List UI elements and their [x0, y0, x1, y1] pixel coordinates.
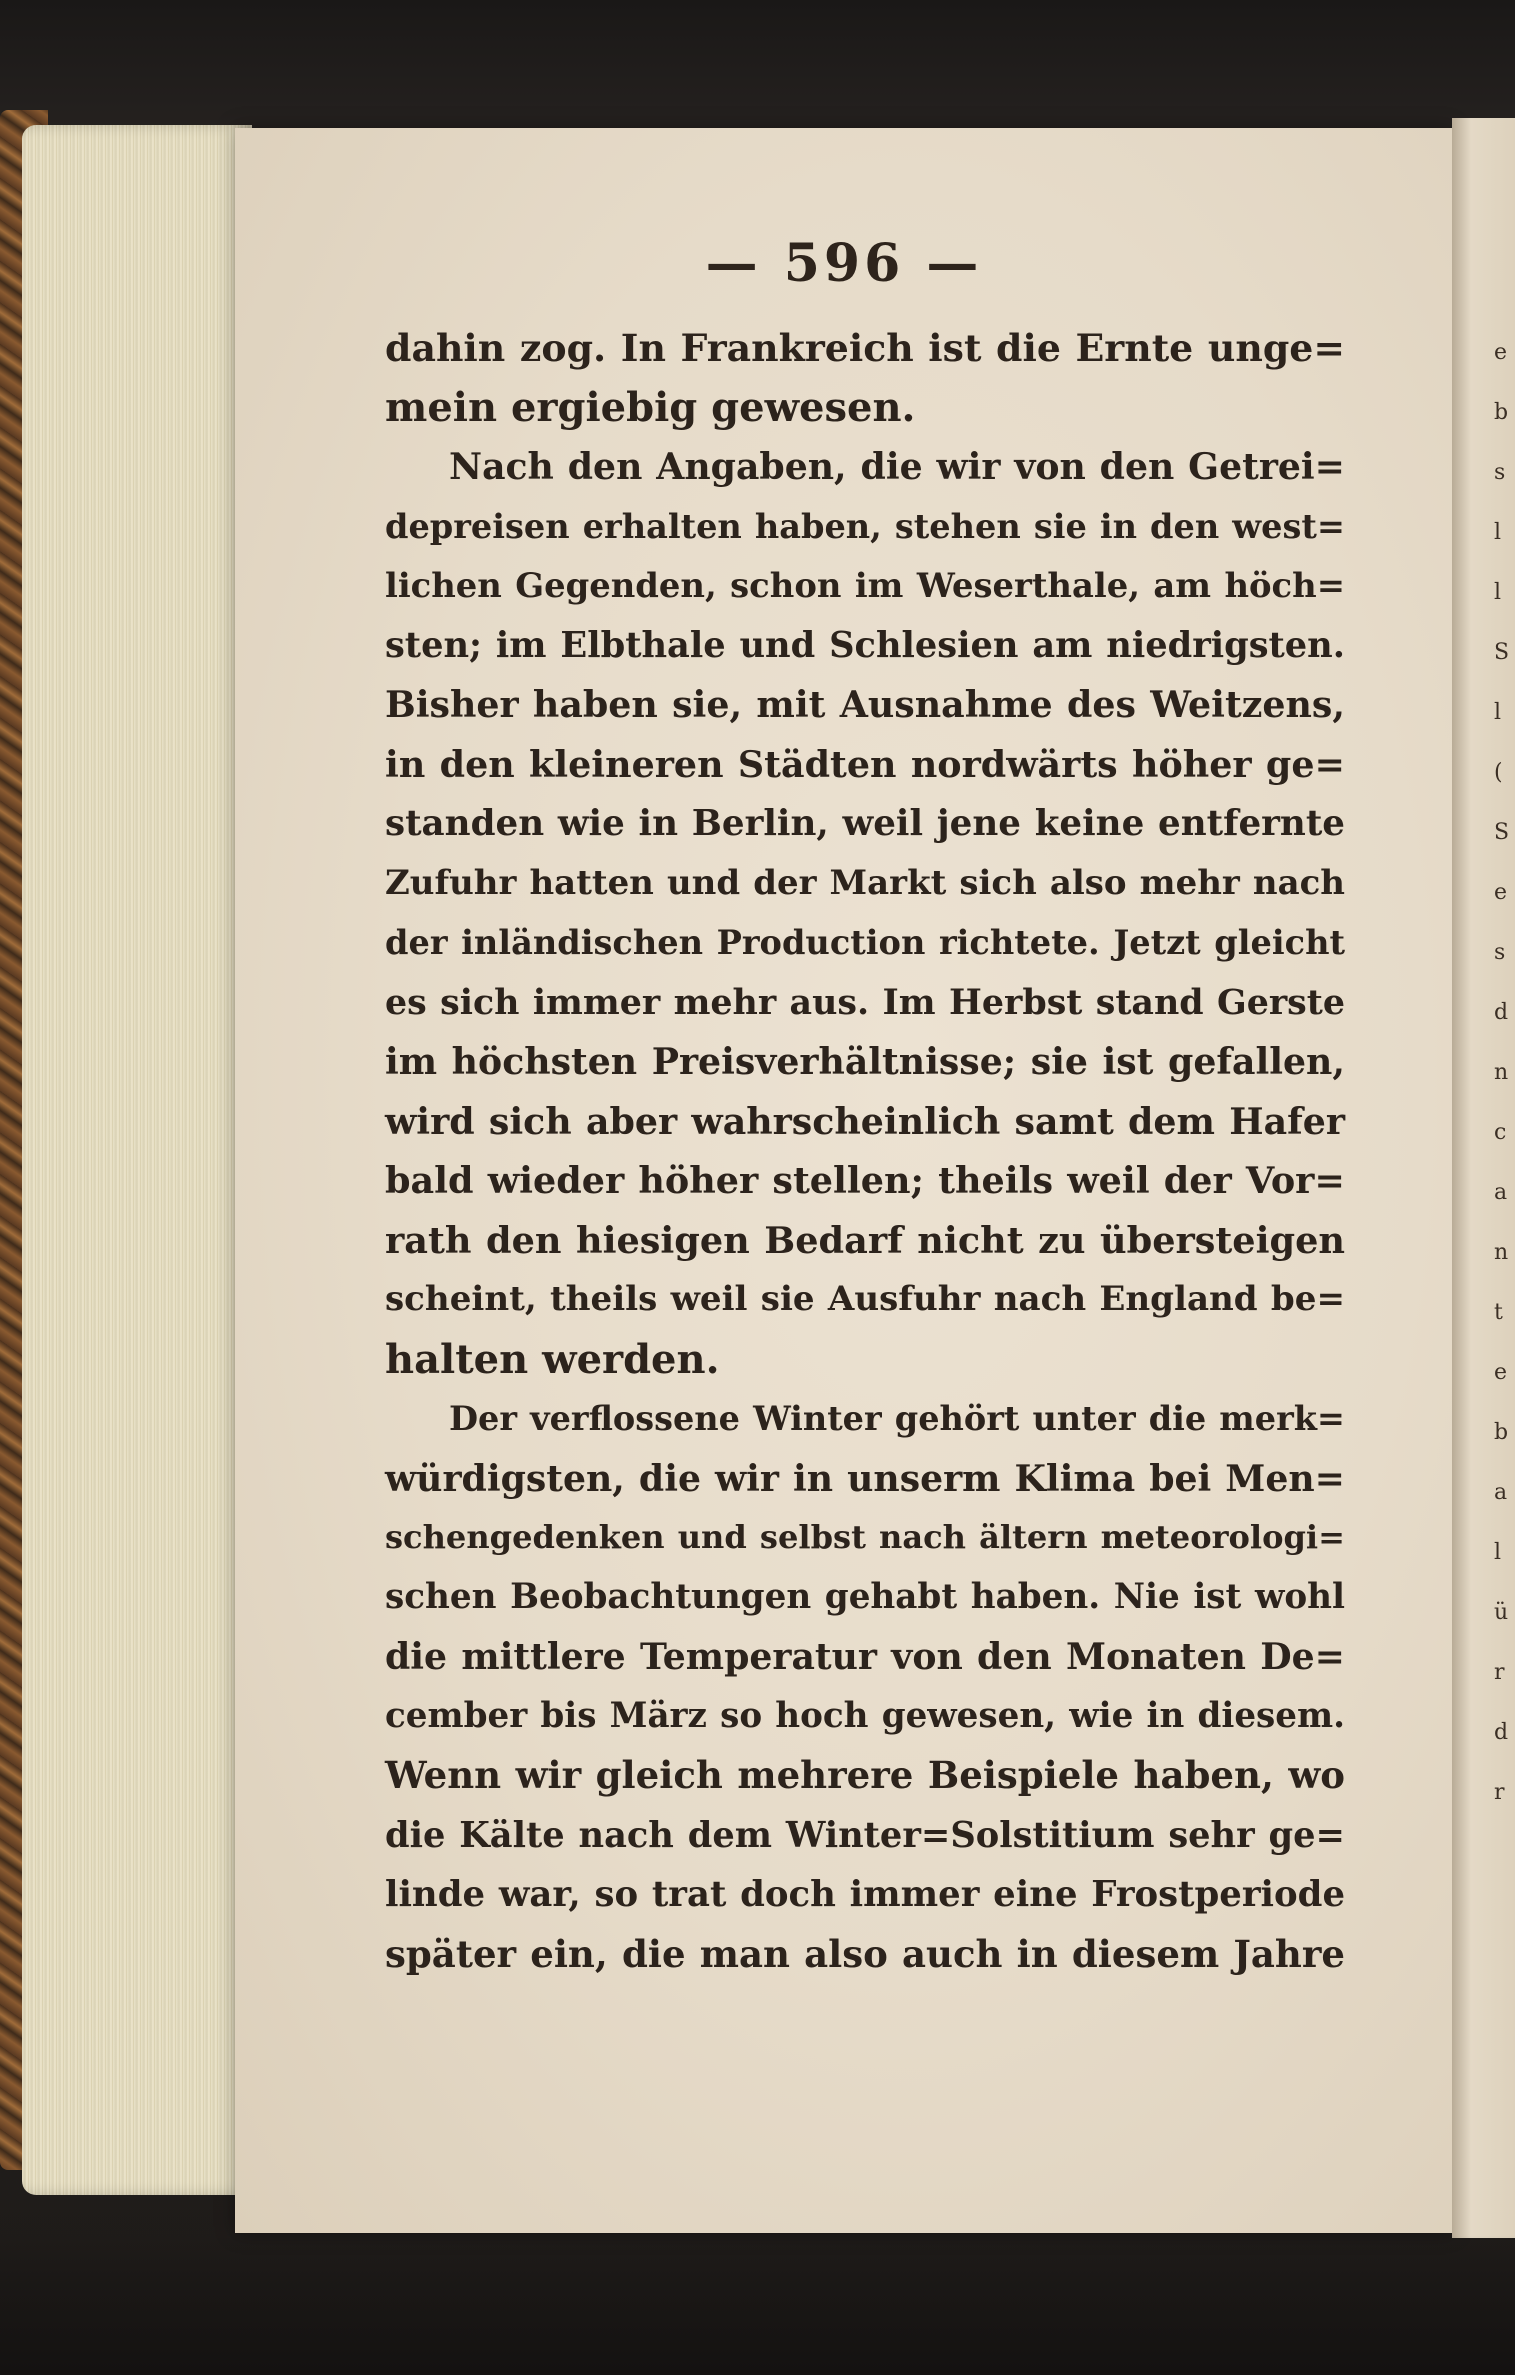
- margin-glyph: S: [1494, 640, 1510, 665]
- margin-glyph: d: [1494, 1720, 1509, 1745]
- margin-glyph: l: [1494, 520, 1502, 545]
- margin-glyph: l: [1494, 1540, 1502, 1565]
- text-line: wird sich aber wahrscheinlich samt dem Hafer: [385, 1099, 1345, 1143]
- text-line: halten werden.: [385, 1335, 720, 1383]
- book-page: [235, 128, 1453, 2233]
- text-line: es sich immer mehr aus. Im Herbst stand Gerste: [385, 981, 1345, 1023]
- text-line: depreisen erhalten haben, stehen sie in den west=: [385, 505, 1345, 546]
- margin-glyph: d: [1494, 1000, 1509, 1025]
- text-line: Bisher haben sie, mit Ausnahme des Weitzens,: [385, 683, 1345, 726]
- margin-glyph: r: [1494, 1780, 1505, 1805]
- margin-glyph: n: [1494, 1060, 1509, 1085]
- margin-glyph: n: [1494, 1240, 1509, 1265]
- margin-glyph: r: [1494, 1660, 1505, 1685]
- text-line: lichen Gegenden, schon im Weserthale, am höch=: [385, 565, 1345, 605]
- margin-glyph: c: [1494, 1120, 1507, 1145]
- margin-glyph: e: [1494, 1360, 1508, 1385]
- text-line: später ein, die man also auch in diesem Jahre: [385, 1931, 1345, 1976]
- text-line: sten; im Elbthale und Schlesien am niedrigsten.: [385, 624, 1345, 666]
- table-shadow: [0, 2235, 1515, 2375]
- text-line: Der verflossene Winter gehört unter die merk=: [449, 1399, 1345, 1438]
- margin-glyph: (: [1494, 760, 1503, 785]
- text-line: Nach den Angaben, die wir von den Getrei=: [449, 445, 1345, 488]
- margin-glyph: a: [1494, 1480, 1508, 1505]
- text-line: würdigsten, die wir in unserm Klima bei Men=: [385, 1456, 1345, 1500]
- text-line: Zufuhr hatten und der Markt sich also mehr nach: [385, 862, 1345, 903]
- text-line: schen Beobachtungen gehabt haben. Nie ist wohl: [385, 1576, 1345, 1617]
- margin-glyph: e: [1494, 340, 1508, 365]
- margin-glyph: a: [1494, 1180, 1508, 1205]
- margin-glyph: l: [1494, 580, 1502, 605]
- margin-glyph: b: [1494, 400, 1509, 425]
- text-line: scheint, theils weil sie Ausfuhr nach England be=: [385, 1279, 1345, 1319]
- text-line: linde war, so trat doch immer eine Frostperiode: [385, 1874, 1345, 1915]
- text-line: dahin zog. In Frankreich ist die Ernte unge=: [385, 325, 1345, 370]
- text-line: in den kleineren Städten nordwärts höher ge=: [385, 742, 1345, 786]
- text-line: Wenn wir gleich mehrere Beispiele haben, wo: [385, 1753, 1345, 1797]
- margin-glyph: s: [1494, 460, 1506, 485]
- text-line: im höchsten Preisverhältnisse; sie ist gefallen,: [385, 1040, 1345, 1083]
- margin-glyph: S: [1494, 820, 1510, 845]
- text-line: standen wie in Berlin, weil jene keine entfernte: [385, 803, 1345, 844]
- margin-glyph: b: [1494, 1420, 1509, 1445]
- text-line: die Kälte nach dem Winter=Solstitium sehr ge=: [385, 1814, 1345, 1856]
- text-line: rath den hiesigen Bedarf nicht zu übersteigen: [385, 1218, 1345, 1262]
- margin-glyph: ü: [1494, 1600, 1509, 1625]
- text-line: bald wieder höher stellen; theils weil der Vor=: [385, 1159, 1345, 1202]
- margin-glyph: e: [1494, 880, 1508, 905]
- margin-glyph: s: [1494, 940, 1506, 965]
- text-line: cember bis März so hoch gewesen, wie in diesem.: [385, 1695, 1345, 1736]
- page-text: [385, 318, 1345, 1984]
- next-page-edge: [1452, 118, 1515, 2238]
- margin-glyph: t: [1494, 1300, 1503, 1325]
- text-line: die mittlere Temperatur von den Monaten De=: [385, 1635, 1345, 1678]
- margin-glyph: l: [1494, 700, 1502, 725]
- text-line: mein ergiebig gewesen.: [385, 383, 916, 431]
- page-number: — 596 —: [705, 233, 983, 294]
- page-edges: [22, 125, 252, 2195]
- text-line: der inländischen Production richtete. Jetzt gleicht: [385, 922, 1345, 962]
- text-line: schengedenken und selbst nach ältern meteorologi=: [385, 1518, 1345, 1556]
